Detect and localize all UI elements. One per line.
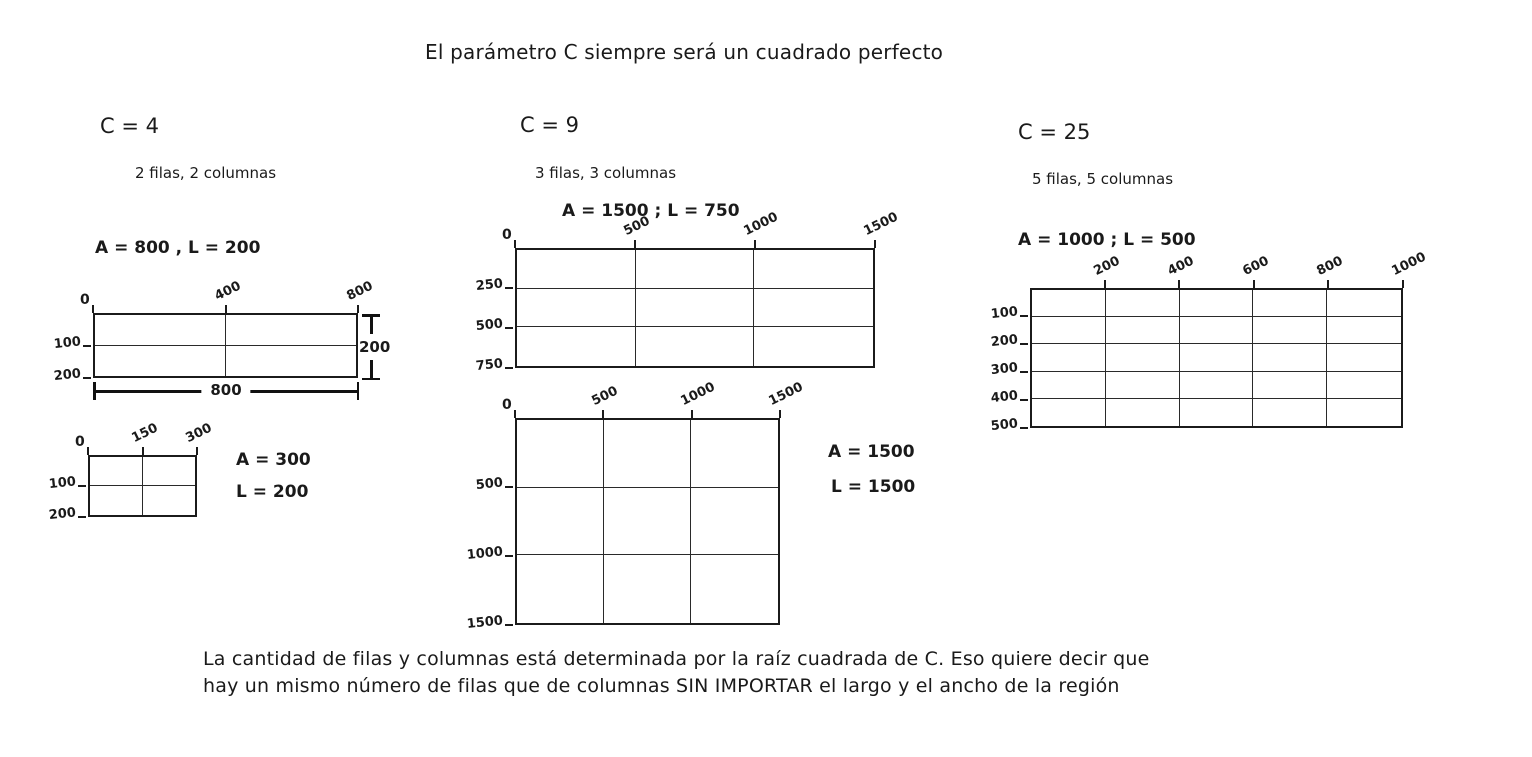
x-tick-label: 1000 (1389, 249, 1429, 279)
x-tick-label: 1000 (741, 209, 781, 239)
grid-cell (1032, 399, 1106, 426)
y-tick-label: 100 (48, 474, 77, 493)
y-tick (505, 287, 513, 289)
grid-cell (517, 420, 604, 488)
grid-cell (1327, 290, 1401, 317)
y-tick-label: 200 (48, 505, 77, 524)
origin-label: 0 (75, 434, 85, 450)
x-tick-label: 1500 (766, 379, 806, 409)
c4-area-length-label: A = 800 , L = 200 (95, 238, 261, 258)
x-tick-label: 400 (1165, 253, 1197, 279)
x-tick (634, 240, 636, 248)
x-tick-label: 1000 (678, 379, 718, 409)
grid-cell (754, 250, 873, 289)
c9-rows-cols-label: 3 filas, 3 columnas (535, 164, 677, 182)
grid-cell (604, 420, 691, 488)
c9-square-grid (466, 379, 806, 633)
x-tick-label: 500 (621, 213, 653, 239)
y-tick (505, 486, 513, 488)
y-tick-label: 200 (990, 332, 1019, 351)
grid-cell (1032, 372, 1106, 399)
grid-cell (1180, 399, 1254, 426)
grid-cell (1180, 290, 1254, 317)
grid-cell (226, 346, 357, 377)
grid-cell (95, 346, 226, 377)
x-tick (1253, 280, 1255, 288)
grid-cell (1253, 344, 1327, 371)
grid-cell (226, 315, 357, 346)
grid-cell (1106, 290, 1180, 317)
x-tick (1402, 280, 1404, 288)
x-tick-label: 200 (1091, 253, 1122, 279)
y-tick-label: 1000 (466, 544, 504, 564)
y-tick-label: 100 (990, 304, 1019, 323)
y-tick (505, 367, 513, 369)
origin-tick (92, 305, 94, 313)
c4-small-grid-length-label: L = 200 (236, 482, 309, 502)
grid-box (515, 418, 780, 625)
grid-cell (1106, 344, 1180, 371)
y-tick-label: 750 (475, 356, 504, 375)
grid-cell (1327, 344, 1401, 371)
x-tick (779, 410, 781, 418)
origin-tick (514, 240, 516, 248)
x-tick (691, 410, 693, 418)
grid-cell (1327, 399, 1401, 426)
grid-cell (691, 555, 778, 623)
grid-cell (1253, 399, 1327, 426)
y-tick (1020, 371, 1028, 373)
x-tick-label: 400 (211, 278, 243, 304)
x-tick (196, 447, 198, 455)
x-tick-label: 600 (1240, 253, 1272, 279)
grid-cell (1253, 317, 1327, 344)
grid-cell (1327, 372, 1401, 399)
y-tick (78, 516, 86, 518)
grid-cell (517, 555, 604, 623)
y-tick-label: 250 (475, 276, 504, 295)
footer-text-line2: hay un mismo número de filas que de columnas SIN IMPORTAR el largo y el ancho de la región (203, 675, 1120, 697)
c9-square-grid-area-label: A = 1500 (828, 442, 915, 462)
y-tick (505, 624, 513, 626)
grid-cell (1106, 317, 1180, 344)
grid-cell (691, 488, 778, 556)
c25-grid (990, 249, 1429, 435)
origin-label: 0 (502, 397, 512, 413)
y-tick-label: 500 (475, 316, 504, 335)
c4-height-dimension-bracket (359, 314, 391, 380)
x-tick (1178, 280, 1180, 288)
grid-cell (1253, 290, 1327, 317)
grid-cell (754, 327, 873, 366)
x-tick (754, 240, 756, 248)
grid-cell (691, 420, 778, 488)
c9-area-length-label: A = 1500 ; L = 750 (562, 201, 740, 221)
origin-tick (87, 447, 89, 455)
y-tick-label: 400 (990, 388, 1019, 407)
grid-box (93, 313, 358, 378)
grid-cell (636, 327, 755, 366)
grid-cell (90, 486, 143, 515)
c9-heading: C = 9 (520, 113, 579, 137)
bracket-right-cap (357, 382, 360, 400)
y-tick-label: 100 (53, 333, 82, 352)
grid-cell (754, 289, 873, 328)
grid-cell (517, 488, 604, 556)
c25-area-length-label: A = 1000 ; L = 500 (1018, 230, 1196, 250)
x-tick-label: 800 (344, 278, 376, 304)
c9-square-grid-length-label: L = 1500 (831, 477, 916, 497)
origin-label: 0 (502, 227, 512, 243)
y-tick (505, 555, 513, 557)
x-tick (602, 410, 604, 418)
grid-cell (1106, 372, 1180, 399)
c4-width-dimension-bracket (93, 382, 359, 400)
y-tick (83, 345, 91, 347)
y-tick-label: 200 (53, 366, 82, 385)
c4-heading: C = 4 (100, 114, 159, 138)
bracket-bottom-cap (362, 378, 380, 381)
c4-small-grid-area-label: A = 300 (236, 450, 311, 470)
grid-cell (517, 327, 636, 366)
c4-main-grid (53, 278, 376, 385)
y-tick (505, 327, 513, 329)
grid-box (1030, 288, 1403, 428)
grid-cell (95, 315, 226, 346)
c4-height-dimension-label: 200 (359, 334, 390, 360)
y-tick (83, 377, 91, 379)
grid-cell (1180, 372, 1254, 399)
grid-cell (90, 457, 143, 486)
origin-label: 0 (80, 292, 90, 308)
page-title: El parámetro C siempre será un cuadrado perfecto (425, 40, 944, 64)
grid-cell (604, 488, 691, 556)
x-tick (357, 305, 359, 313)
x-tick (142, 447, 144, 455)
grid-cell (1180, 344, 1254, 371)
grid-cell (143, 486, 196, 515)
x-tick (1104, 280, 1106, 288)
x-tick-label: 1500 (861, 209, 901, 239)
y-tick (1020, 399, 1028, 401)
grid-cell (517, 289, 636, 328)
origin-tick (514, 410, 516, 418)
x-tick-label: 300 (183, 420, 215, 446)
y-tick-label: 300 (990, 360, 1019, 379)
x-tick (225, 305, 227, 313)
grid-cell (1032, 344, 1106, 371)
grid-cell (1032, 290, 1106, 317)
grid-cell (604, 555, 691, 623)
c25-heading: C = 25 (1018, 120, 1091, 144)
y-tick (1020, 427, 1028, 429)
grid-cell (1327, 317, 1401, 344)
y-tick (1020, 343, 1028, 345)
c4-small-grid (48, 420, 215, 524)
y-tick-label: 500 (990, 416, 1019, 435)
grid-cell (1032, 317, 1106, 344)
y-tick (1020, 315, 1028, 317)
y-tick-label: 1500 (466, 613, 504, 633)
c4-rows-cols-label: 2 filas, 2 columnas (135, 164, 277, 182)
grid-cell (636, 250, 755, 289)
y-tick-label: 500 (475, 475, 504, 494)
y-tick (78, 485, 86, 487)
grid-box (515, 248, 875, 368)
footer-text-line1: La cantidad de filas y columnas está determinada por la raíz cuadrada de C. Eso quiere decir que (203, 648, 1150, 670)
grid-cell (517, 250, 636, 289)
grid-box (88, 455, 197, 517)
x-tick (1327, 280, 1329, 288)
x-tick (874, 240, 876, 248)
x-tick-label: 800 (1314, 253, 1346, 279)
grid-cell (1180, 317, 1254, 344)
grid-cell (1253, 372, 1327, 399)
c25-rows-cols-label: 5 filas, 5 columnas (1032, 170, 1174, 188)
grid-cell (143, 457, 196, 486)
c4-width-dimension-label: 800 (201, 381, 250, 399)
grid-cell (1106, 399, 1180, 426)
grid-cell (636, 289, 755, 328)
x-tick-label: 150 (128, 420, 160, 446)
x-tick-label: 500 (589, 383, 621, 409)
